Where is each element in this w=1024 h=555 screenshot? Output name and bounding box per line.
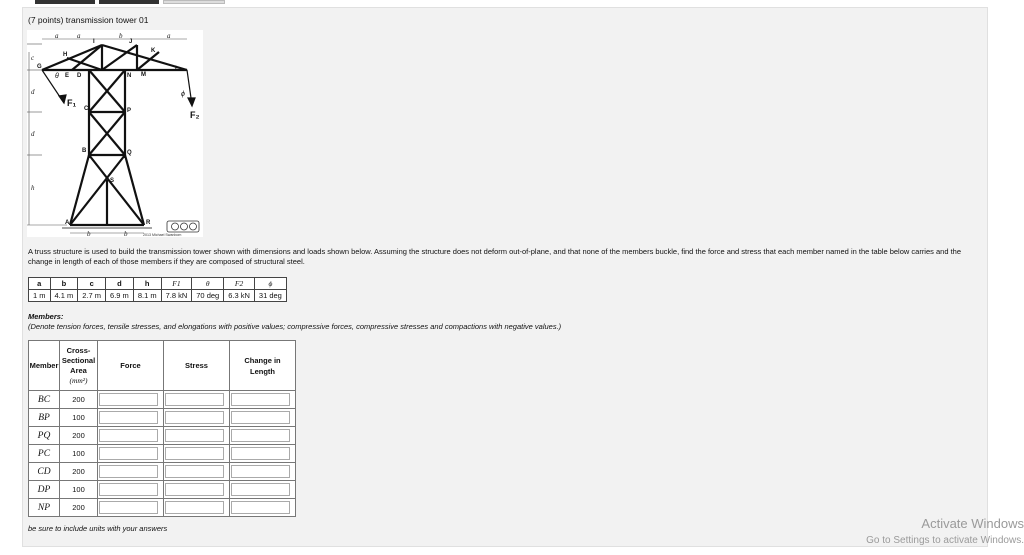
member-area: 100 — [60, 445, 98, 463]
top-button-3[interactable] — [163, 0, 225, 4]
svg-text:L: L — [175, 66, 179, 72]
member-area: 200 — [60, 499, 98, 517]
svg-text:b: b — [87, 230, 91, 237]
svg-text:F₂: F₂ — [190, 110, 200, 120]
svg-text:B: B — [82, 148, 87, 154]
stress-input-np[interactable] — [165, 501, 224, 514]
param-header-d: d — [106, 278, 134, 290]
table-row — [29, 499, 296, 517]
member-name: NP — [29, 499, 60, 517]
table-row — [29, 463, 296, 481]
sign-convention-note: (Denote tension forces, tensile stresses, and elongations with positive values; compressive forces, compressive stresses and compactions with negative values.) — [28, 322, 562, 331]
member-area: 200 — [60, 427, 98, 445]
param-header-a: a — [29, 278, 51, 290]
svg-text:H: H — [63, 52, 68, 58]
table-row — [29, 481, 296, 499]
table-row — [29, 409, 296, 427]
tower-figure — [27, 30, 203, 237]
problem-title: (7 points) transmission tower 01 — [28, 15, 149, 25]
param-value-h: 8.1 m — [133, 290, 161, 302]
units-reminder: be sure to include units with your answers — [28, 524, 168, 533]
member-name: CD — [29, 463, 60, 481]
change-in-length-column-header: Change in Length — [230, 341, 296, 391]
member-name: PQ — [29, 427, 60, 445]
member-column-header: Member — [29, 341, 60, 391]
svg-text:E: E — [65, 73, 70, 79]
table-row — [29, 445, 296, 463]
svg-text:J: J — [129, 39, 133, 45]
length-change-input-pq[interactable] — [231, 429, 290, 442]
member-name: DP — [29, 481, 60, 499]
param-value-a: 1 m — [29, 290, 51, 302]
svg-text:2013 Michael Swanbom: 2013 Michael Swanbom — [143, 233, 182, 237]
activate-windows-watermark: Activate Windows — [921, 516, 1024, 531]
svg-text:h: h — [31, 184, 35, 192]
svg-text:K: K — [151, 48, 156, 54]
stress-input-cd[interactable] — [165, 465, 224, 478]
param-value-f1: 7.8 kN — [161, 290, 192, 302]
svg-text:a: a — [55, 32, 59, 40]
param-header-phi: ϕ — [254, 278, 286, 290]
param-value-theta: 70 deg — [192, 290, 224, 302]
svg-text:a: a — [167, 32, 171, 40]
svg-text:A: A — [65, 220, 70, 226]
param-header-c: c — [78, 278, 106, 290]
stress-input-pq[interactable] — [165, 429, 224, 442]
svg-text:b: b — [124, 230, 128, 237]
force-input-np[interactable] — [99, 501, 158, 514]
member-area: 100 — [60, 409, 98, 427]
stress-input-bp[interactable] — [165, 411, 224, 424]
svg-text:ϕ: ϕ — [181, 91, 185, 98]
svg-text:a: a — [77, 32, 81, 40]
param-value-phi: 31 deg — [254, 290, 286, 302]
length-change-input-cd[interactable] — [231, 465, 290, 478]
area-column-header: Cross- Sectional Area (mm²) — [60, 341, 98, 391]
stress-column-header: Stress — [164, 341, 230, 391]
parameters-value-row — [29, 290, 287, 302]
param-header-b: b — [50, 278, 78, 290]
member-name: BP — [29, 409, 60, 427]
svg-text:F₁: F₁ — [67, 98, 77, 108]
stress-input-pc[interactable] — [165, 447, 224, 460]
force-input-bc[interactable] — [99, 393, 158, 406]
table-row — [29, 427, 296, 445]
param-value-c: 2.7 m — [78, 290, 106, 302]
svg-text:d: d — [31, 130, 35, 138]
member-area: 200 — [60, 463, 98, 481]
member-name: PC — [29, 445, 60, 463]
param-header-theta: θ — [192, 278, 224, 290]
stress-input-bc[interactable] — [165, 393, 224, 406]
param-header-f1: F1 — [161, 278, 192, 290]
force-input-cd[interactable] — [99, 465, 158, 478]
members-heading: Members: — [28, 312, 64, 321]
activate-windows-subtext: Go to Settings to activate Windows. — [866, 535, 1024, 546]
member-area: 100 — [60, 481, 98, 499]
param-header-h: h — [133, 278, 161, 290]
length-change-input-dp[interactable] — [231, 483, 290, 496]
svg-text:M: M — [141, 72, 146, 78]
force-input-dp[interactable] — [99, 483, 158, 496]
force-column-header: Force — [98, 341, 164, 391]
param-header-f2: F2 — [224, 278, 255, 290]
members-header-row — [29, 341, 296, 391]
svg-text:D: D — [77, 73, 82, 79]
problem-panel — [22, 7, 988, 547]
svg-text:Q: Q — [127, 150, 132, 156]
force-input-bp[interactable] — [99, 411, 158, 424]
svg-text:G: G — [37, 64, 42, 70]
svg-text:S: S — [110, 178, 115, 184]
svg-text:c: c — [31, 54, 35, 62]
parameters-header-row — [29, 278, 287, 290]
table-row — [29, 391, 296, 409]
parameters-table — [28, 277, 287, 302]
force-input-pq[interactable] — [99, 429, 158, 442]
stress-input-dp[interactable] — [165, 483, 224, 496]
svg-text:θ: θ — [55, 73, 59, 80]
svg-text:I: I — [93, 39, 95, 45]
member-name: BC — [29, 391, 60, 409]
svg-text:N: N — [127, 73, 132, 79]
param-value-f2: 6.3 kN — [224, 290, 255, 302]
top-button-2[interactable] — [99, 0, 159, 4]
svg-text:d: d — [31, 88, 35, 96]
top-buttons — [35, 0, 250, 4]
force-input-pc[interactable] — [99, 447, 158, 460]
top-button-1[interactable] — [35, 0, 95, 4]
svg-text:R: R — [146, 220, 151, 226]
length-change-input-bp[interactable] — [231, 411, 290, 424]
param-value-b: 4.1 m — [50, 290, 78, 302]
length-change-input-bc[interactable] — [231, 393, 290, 406]
member-area: 200 — [60, 391, 98, 409]
length-change-input-np[interactable] — [231, 501, 290, 514]
length-change-input-pc[interactable] — [231, 447, 290, 460]
members-table — [28, 340, 296, 517]
param-value-d: 6.9 m — [106, 290, 134, 302]
problem-description: A truss structure is used to build the transmission tower shown with dimensions and loads shown below. Assuming the structure does not deform out-of-plane, and that none of the members buckle, find the force and stress that each member named in the table below carries and the change in length of each of those members if they are composed of structural steel. — [28, 247, 962, 266]
svg-text:C: C — [84, 106, 89, 112]
svg-text:P: P — [127, 108, 132, 114]
svg-text:b: b — [119, 32, 123, 40]
tower-diagram — [27, 30, 203, 237]
